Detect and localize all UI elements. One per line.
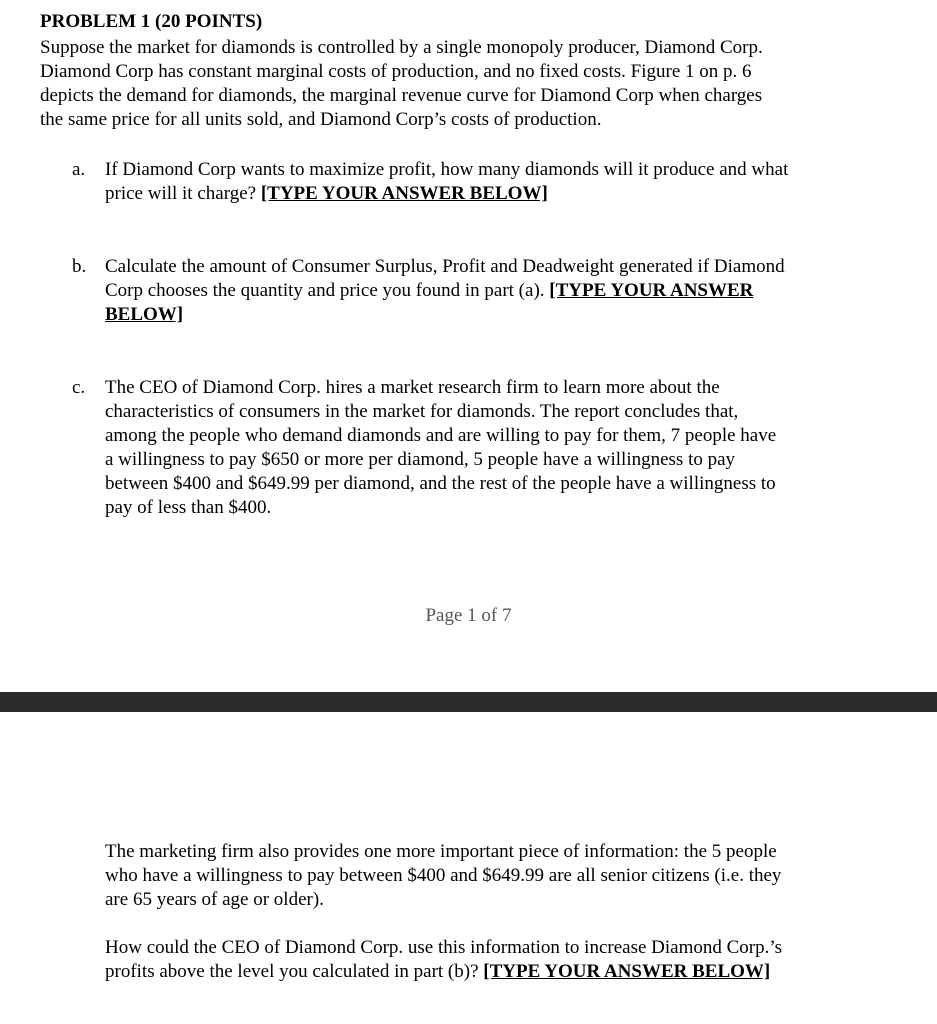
question-a-line: If Diamond Corp wants to maximize profit, how many diamonds will it produce and what [105,159,789,180]
page-number: Page 1 of 7 [425,605,512,626]
question-b [72,255,892,327]
question-b-line: Calculate the amount of Consumer Surplus, Profit and Deadweight generated if Diamond [105,256,785,277]
follow-up-line: How could the CEO of Diamond Corp. use this information to increase Diamond Corp.’s [105,937,783,958]
question-c-line: The CEO of Diamond Corp. hires a market research firm to learn more about the [105,377,720,398]
question-b-line-2 [105,279,892,303]
question-c-line: characteristics of consumers in the market for diamonds. The report concludes that, [105,401,739,422]
answer-prompt-a: [TYPE YOUR ANSWER BELOW] [260,183,548,204]
question-b-marker: b. [72,256,87,277]
answer-prompt-followup: [TYPE YOUR ANSWER BELOW] [483,961,771,982]
question-b-body [105,255,892,327]
answer-prompt-b-cont: BELOW] [105,304,184,325]
follow-up-question [105,936,905,984]
intro-line: Diamond Corp has constant marginal costs of production, and no fixed costs. Figure 1 on p. 6 [40,61,752,82]
question-a-text: price will it charge? [105,183,261,204]
question-a-body [105,158,892,206]
follow-up-line-2 [105,960,905,984]
question-c-line: among the people who demand diamonds and are willing to pay for them, 7 people have [105,425,777,446]
continuation-line: The marketing firm also provides one more important piece of information: the 5 people [105,841,777,862]
question-b-text: Corp chooses the quantity and price you found in part (a). [105,280,550,301]
question-c-line: between $400 and $649.99 per diamond, and the rest of the people have a willingness to [105,473,776,494]
continuation-line: who have a willingness to pay between $400 and $649.99 are all senior citizens (i.e. they [105,865,782,886]
intro-line: the same price for all units sold, and Diamond Corp’s costs of production. [40,109,602,130]
continuation-paragraph [105,840,905,912]
continuation-line: are 65 years of age or older). [105,889,324,910]
problem-intro [40,36,900,132]
follow-up-text: profits above the level you calculated in part (b)? [105,961,484,982]
question-a-marker: a. [72,159,86,180]
answer-prompt-b: [TYPE YOUR ANSWER [549,280,754,301]
question-c-line: pay of less than $400. [105,497,272,518]
page-divider [0,692,937,712]
intro-line: Suppose the market for diamonds is controlled by a single monopoly producer, Diamond Corp. [40,37,763,58]
question-a [72,158,892,206]
question-c-line: a willingness to pay $650 or more per diamond, 5 people have a willingness to pay [105,449,736,470]
intro-line: depicts the demand for diamonds, the marginal revenue curve for Diamond Corp when charges [40,85,763,106]
problem-heading: PROBLEM 1 (20 POINTS) [40,11,263,32]
question-a-line-2 [105,182,892,206]
question-c-marker: c. [72,377,86,398]
question-c [72,376,892,520]
question-c-body [105,376,892,520]
